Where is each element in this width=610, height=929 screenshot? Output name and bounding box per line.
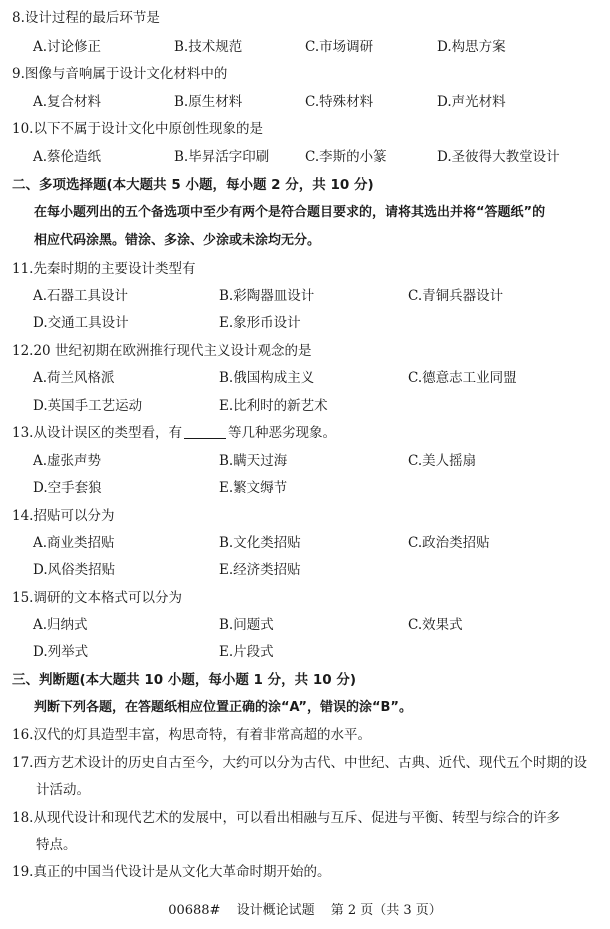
option-c: C.美人摇扇 xyxy=(408,453,477,469)
option-a: A.蔡伦造纸 xyxy=(33,149,102,165)
section-2-heading: 二、多项选择题(本大题共 5 小题，每小题 2 分，共 10 分) xyxy=(12,177,374,193)
question-9-options xyxy=(0,90,610,114)
option-a: A.荷兰风格派 xyxy=(33,370,115,386)
option-a: A.商业类招贴 xyxy=(33,535,115,551)
exam-title: 设计概论试题 xyxy=(236,903,315,918)
question-13-options-row-2 xyxy=(0,476,610,500)
option-d: D.构思方案 xyxy=(437,39,506,55)
question-11-stem: 11.先秦时期的主要设计类型有 xyxy=(12,261,196,277)
option-a: A.讨论修正 xyxy=(33,39,102,55)
option-d: D.圣彼得大教堂设计 xyxy=(437,149,560,165)
section-3-instruction: 判断下列各题，在答题纸相应位置正确的涂“A”，错误的涂“B”。 xyxy=(34,700,412,715)
section-2-instruction-line-1: 在每小题列出的五个备选项中至少有两个是符合题目要求的，请将其选出并将“答题纸”的 xyxy=(34,205,546,220)
page-footer xyxy=(0,899,610,918)
question-15-options-row-2 xyxy=(0,640,610,664)
option-b: B.毕昇活字印刷 xyxy=(174,149,270,165)
question-13-stem xyxy=(0,421,610,445)
question-14-options-row-2 xyxy=(0,558,610,582)
option-c: C.市场调研 xyxy=(305,39,374,55)
question-13-stem-before: 13.从设计误区的类型看，有 xyxy=(12,425,182,441)
answer-blank xyxy=(184,424,226,439)
option-d: D.空手套狼 xyxy=(33,480,102,496)
option-a: A.虚张声势 xyxy=(33,453,102,469)
question-10-stem: 10.以下不属于设计文化中原创性现象的是 xyxy=(12,121,263,137)
option-c: C.德意志工业同盟 xyxy=(408,370,517,386)
option-d: D.列举式 xyxy=(33,644,89,660)
question-13-options-row-1 xyxy=(0,449,610,473)
option-d: D.声光材料 xyxy=(437,94,506,110)
section-2-instruction-line-2: 相应代码涂黑。错涂、多涂、少涂或未涂均无分。 xyxy=(34,233,321,248)
question-18-line-1: 18.从现代设计和现代艺术的发展中，可以看出相融与互斥、促进与平衡、转型与综合的许多 xyxy=(12,810,560,826)
question-15-options-row-1 xyxy=(0,613,610,637)
option-e: E.繁文缛节 xyxy=(219,480,288,496)
question-8-options xyxy=(0,35,610,59)
question-8-stem: 8.设计过程的最后环节是 xyxy=(12,10,160,26)
question-12-stem: 12.20 世纪初期在欧洲推行现代主义设计观念的是 xyxy=(12,343,312,359)
option-a: A.石器工具设计 xyxy=(33,288,129,304)
question-9-stem: 9.图像与音响属于设计文化材料中的 xyxy=(12,66,228,82)
option-c: C.政治类招贴 xyxy=(408,535,490,551)
question-14-options-row-1 xyxy=(0,531,610,555)
option-d: D.风俗类招贴 xyxy=(33,562,116,578)
question-19: 19.真正的中国当代设计是从文化大革命时期开始的。 xyxy=(12,864,331,880)
option-b: B.问题式 xyxy=(219,617,274,633)
option-b: B.彩陶器皿设计 xyxy=(219,288,315,304)
question-15-stem: 15.调研的文本格式可以分为 xyxy=(12,590,182,606)
option-b: B.原生材料 xyxy=(174,94,243,110)
option-e: E.比利时的新艺术 xyxy=(219,398,328,414)
option-a: A.复合材料 xyxy=(33,94,102,110)
option-e: E.片段式 xyxy=(219,644,274,660)
question-17-line-1: 17.西方艺术设计的历史自古至今，大约可以分为古代、中世纪、古典、近代、现代五个时期的设 xyxy=(12,755,587,771)
page-number: 第 2 页（共 3 页） xyxy=(330,903,442,918)
option-b: B.瞒天过海 xyxy=(219,453,288,469)
question-11-options-row-2 xyxy=(0,311,610,335)
option-e: E.象形币设计 xyxy=(219,315,301,331)
question-12-options-row-1 xyxy=(0,366,610,390)
section-3-heading: 三、判断题(本大题共 10 小题，每小题 1 分，共 10 分) xyxy=(12,672,357,688)
question-16: 16.汉代的灯具造型丰富，构思奇特，有着非常高超的水平。 xyxy=(12,727,371,743)
question-14-stem: 14.招贴可以分为 xyxy=(12,508,115,524)
option-b: B.文化类招贴 xyxy=(219,535,301,551)
option-b: B.技术规范 xyxy=(174,39,243,55)
option-d: D.交通工具设计 xyxy=(33,315,129,331)
option-b: B.俄国构成主义 xyxy=(219,370,315,386)
option-d: D.英国手工艺运动 xyxy=(33,398,143,414)
question-18-line-2: 特点。 xyxy=(36,837,77,853)
option-c: C.特殊材料 xyxy=(305,94,374,110)
question-12-options-row-2 xyxy=(0,394,610,418)
question-11-options-row-1 xyxy=(0,284,610,308)
option-a: A.归纳式 xyxy=(33,617,88,633)
option-e: E.经济类招贴 xyxy=(219,562,301,578)
question-17-line-2: 计活动。 xyxy=(36,782,90,798)
question-13-stem-after: 等几种恶劣现象。 xyxy=(227,425,336,441)
question-10-options xyxy=(0,145,610,169)
exam-code: 00688# xyxy=(168,903,221,918)
option-c: C.青铜兵器设计 xyxy=(408,288,504,304)
option-c: C.李斯的小篆 xyxy=(305,149,387,165)
option-c: C.效果式 xyxy=(408,617,463,633)
